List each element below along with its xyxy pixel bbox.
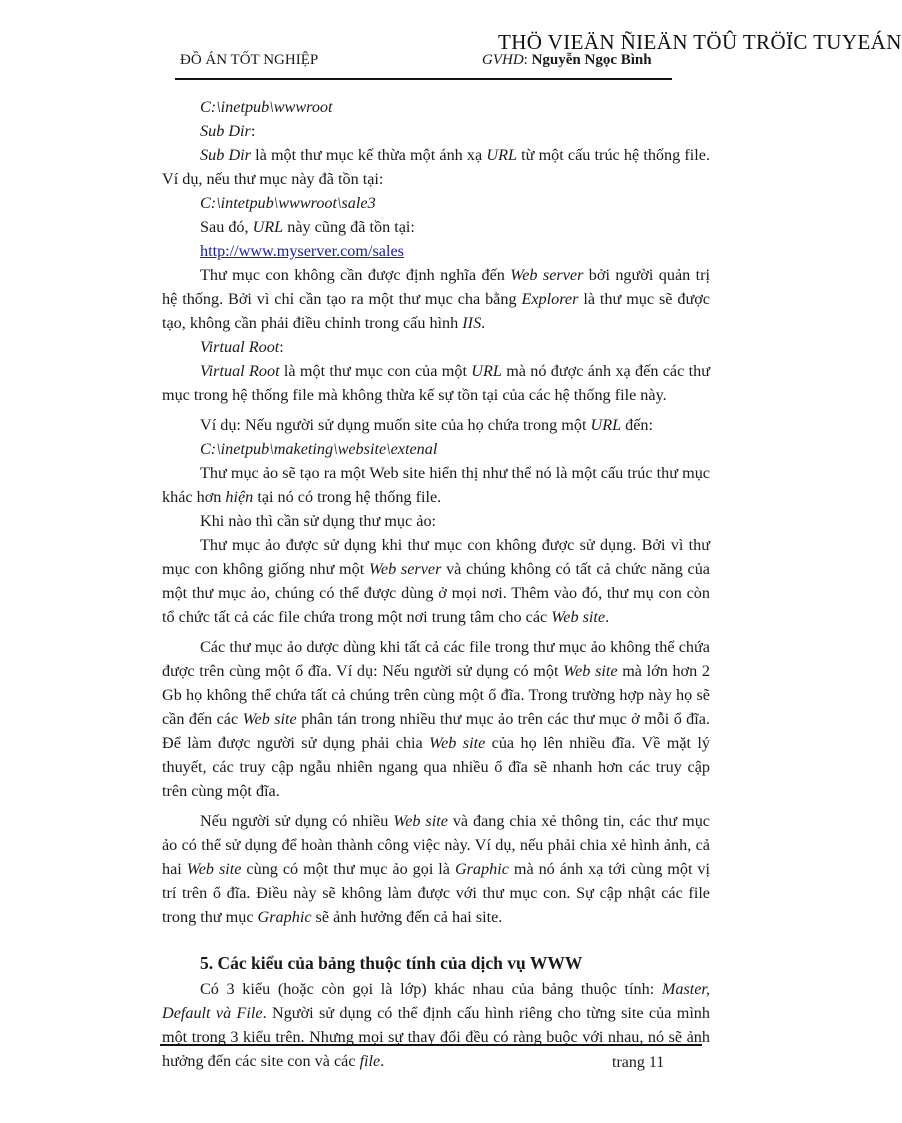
subdir-note-paragraph: Thư mục con không cần được định nghĩa đến Web server bởi người quản trị hệ thống. Bởi vì chỉ cần tạo ra một thư mục cha bằng Explorer là thư mục sẽ được tạo, không cần phải điều chỉnh trong cấu hình IIS.	[162, 266, 711, 332]
example-paragraph: Ví dụ: Nếu người sử dụng muốn site của họ chứa trong một URL đến:	[200, 416, 654, 434]
page-number: trang 11	[612, 1054, 665, 1071]
section-heading: 5. Các kiểu của bảng thuộc tính của dịch vụ WWW	[200, 953, 583, 973]
virtual-root-paragraph: Virtual Root là một thư mục con của một URL mà nó được ánh xạ đến các thư mục trong hệ thống file mà không thừa kế sự tồn tại của các hệ thống file này.	[162, 362, 710, 404]
path-line: C:\inetpub\wwwroot	[200, 98, 333, 116]
sharing-paragraph: Nếu người sử dụng có nhiều Web site và đang chia xẻ thông tin, các thư mục ảo có thể sử dụng để hoàn thành công việc này. Ví dụ, nếu phải chia xẻ hình ảnh, cả hai Web site cùng có một thư mục ảo gọi là Graphic mà nó ánh xạ tới cùng một vị trí trên ổ đĩa. Điều này sẽ không làm được với thư mục con. Sự cập nhật các file trong thư mục Graphic sẽ ảnh hưởng đến cả hai site.	[162, 812, 710, 926]
property-sheet-paragraph: Có 3 kiểu (hoặc còn gọi là lớp) khác nhau của bảng thuộc tính: Master, Default và File. Người sử dụng có thể định cấu hình riêng cho từng site của mình một trong 3 kiểu trên. Nhưng mọi sự thay đổi đều có ràng buộc với nhau, nó sẽ ảnh hưởng đến các site con và các file.	[162, 980, 710, 1070]
footer-rule	[160, 1044, 702, 1046]
virtual-dir-paragraph: Thư mục ảo sẽ tạo ra một Web site hiển thị như thể nó là một cấu trúc thư mục khác hơn hiện tại nó có trong hệ thống file.	[162, 464, 710, 506]
subdir-label: Sub Dir:	[200, 122, 256, 140]
subdir-paragraph: Sub Dir là một thư mục kế thừa một ánh xạ URL từ một cấu trúc hệ thống file. Ví dụ, nếu thư mục này đã tồn tại:	[162, 146, 710, 188]
virtual-root-label: Virtual Root:	[200, 338, 284, 356]
advisor-label: GVHD	[482, 52, 524, 68]
header-advisor: GVHD: Nguyễn Ngọc Bình	[482, 52, 652, 68]
when-to-use-paragraph: Khi nào thì cần sử dụng thư mục ảo:	[200, 512, 437, 530]
header-rule	[175, 78, 672, 80]
header-title: ĐỒ ÁN TỐT NGHIỆP	[180, 52, 319, 68]
library-watermark: THÖ VIEÄN ÑIEÄN TÖÛ TRÖÏC TUYEÁN	[498, 30, 902, 54]
sales-link-line	[162, 239, 710, 263]
sales-link[interactable]: http://www.myserver.com/sales	[200, 242, 404, 260]
document-body	[162, 95, 710, 1073]
path-line: C:\intetpub\wwwroot\sale3	[200, 194, 376, 212]
advisor-name: Nguyễn Ngọc Bình	[531, 52, 652, 68]
path-line: C:\inetpub\maketing\website\extenal	[200, 440, 438, 458]
usage-paragraph: Thư mục ảo được sử dụng khi thư mục con không được sử dụng. Bởi vì thư mục con không giống như một Web server và chúng không có tất cả chức năng của một thư mục ảo, chúng có thể được dùng ở mọi nơi. Thêm vào đó, thư mụ con còn tổ chức tất cả các file chứa trong một nơi trung tâm cho các Web site.	[162, 536, 710, 626]
multi-disk-paragraph: Các thư mục ảo dược dùng khi tất cả các file trong thư mục ảo không thể chứa được trên cùng một ổ đĩa. Ví dụ: Nếu người sử dụng có một Web site mà lớn hơn 2 Gb họ không thể chứa tất cả chúng trên cùng một ổ đĩa. Trong trường hợp này họ sẽ cần đến các Web site phân tán trong nhiều thư mục ảo trên các thư mục ở mỗi ổ đĩa. Để làm được người sử dụng phải chia Web site của họ lên nhiều đĩa. Về mặt lý thuyết, các truy cập ngẫu nhiên ngang qua nhiều ổ đĩa sẽ nhanh hơn các truy cập trên cùng một đĩa.	[162, 638, 710, 800]
url-paragraph: Sau đó, URL này cũng đã tồn tại:	[200, 218, 415, 236]
